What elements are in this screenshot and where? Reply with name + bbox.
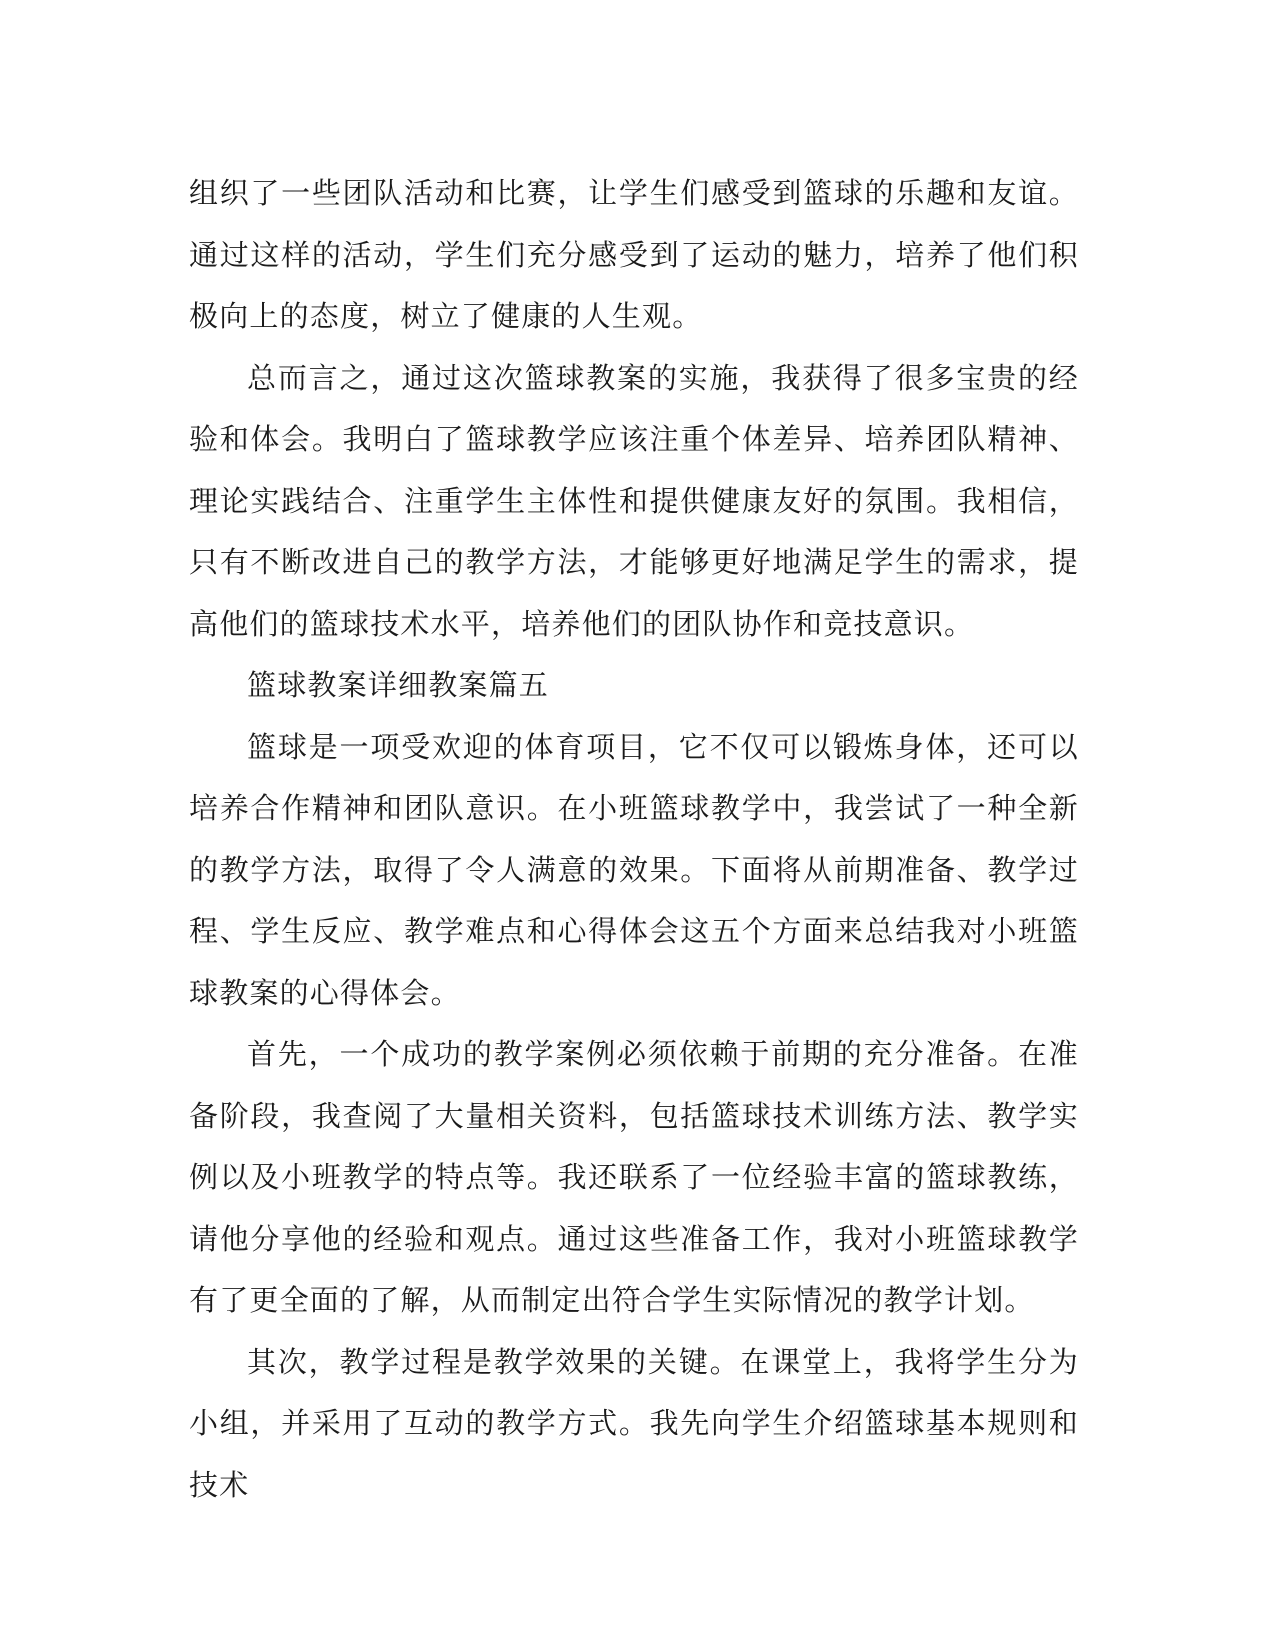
paragraph-process: 其次，教学过程是教学效果的关键。在课堂上，我将学生分为小组，并采用了互动的教学方式。我先向学生介绍篮球基本规则和技术 xyxy=(189,1344,1079,1502)
paragraph-continuation: 组织了一些团队活动和比赛，让学生们感受到篮球的乐趣和友谊。通过这样的活动，学生们充分感受到了运动的魅力，培养了他们积极向上的态度，树立了健康的人生观。 xyxy=(189,176,1079,333)
paragraph-summary: 总而言之，通过这次篮球教案的实施，我获得了很多宝贵的经验和体会。我明白了篮球教学应该注重个体差异、培养团队精神、理论实践结合、注重学生主体性和提供健康友好的氛围。我相信，只有不断改进自己的教学方法，才能够更好地满足学生的需求，提高他们的篮球技术水平，培养他们的团队协作和竞技意识。 xyxy=(189,360,1079,641)
section-heading: 篮球教案详细教案篇五 xyxy=(247,668,550,702)
paragraph-preparation: 首先，一个成功的教学案例必须依赖于前期的充分准备。在准备阶段，我查阅了大量相关资料，包括篮球技术训练方法、教学实例以及小班教学的特点等。我还联系了一位经验丰富的篮球教练，请他分享他的经验和观点。通过这些准备工作，我对小班篮球教学有了更全面的了解，从而制定出符合学生实际情况的教学计划。 xyxy=(189,1037,1079,1317)
paragraph-intro: 篮球是一项受欢迎的体育项目，它不仅可以锻炼身体，还可以培养合作精神和团队意识。在小班篮球教学中，我尝试了一种全新的教学方法，取得了令人满意的效果。下面将从前期准备、教学过程、学生反应、教学难点和心得体会这五个方面来总结我对小班篮球教案的心得体会。 xyxy=(189,729,1079,1010)
document-body xyxy=(189,163,1079,1516)
